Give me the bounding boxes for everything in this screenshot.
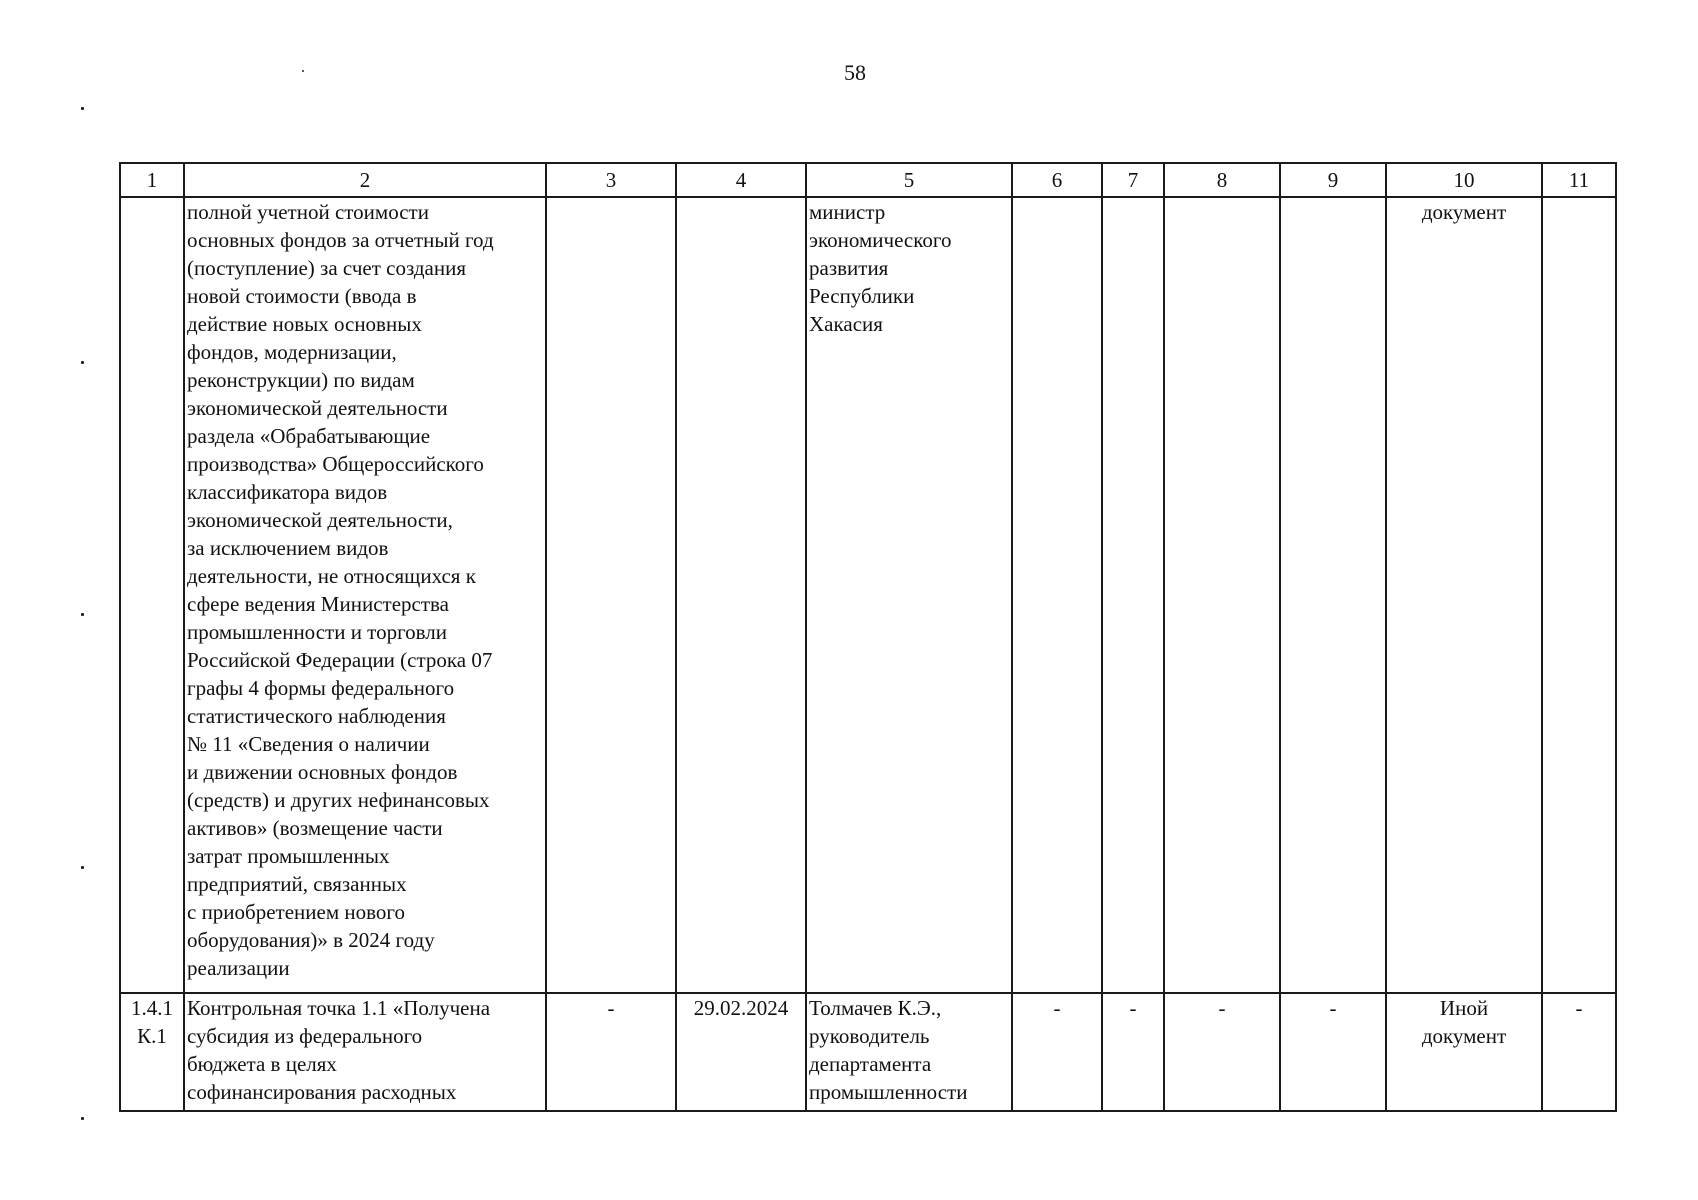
table-cell: - [1329, 996, 1337, 1020]
scan-artifact-dot [81, 107, 84, 110]
scan-artifact-dot [81, 866, 84, 869]
column-header: 11 [1542, 163, 1616, 197]
table-cell: Иной документ [1421, 996, 1507, 1048]
table-cell: документ [1421, 200, 1507, 224]
column-header: 1 [120, 163, 184, 197]
document-table [119, 162, 1617, 1112]
column-header: 8 [1164, 163, 1280, 197]
column-header: 5 [806, 163, 1012, 197]
table-row [120, 993, 1616, 1111]
table-cell: - [1218, 996, 1226, 1020]
page-number: 58 [844, 60, 866, 85]
column-header: 3 [546, 163, 676, 197]
column-header: 7 [1102, 163, 1164, 197]
table-header-row [120, 163, 1616, 197]
column-header: 4 [676, 163, 806, 197]
table-cell: Контрольная точка 1.1 «Получена субсидия из федерального бюджета в целях софинансирования расходных [187, 996, 491, 1104]
table-cell: полной учетной стоимости основных фондов за отчетный год (поступление) за счет создания новой стоимости (ввода в действие новых основных фондов, модернизации, реконструкции) по видам экономической деятельности раздела «Обрабатывающие производства» Общероссийского классификатора видов экономической деятельности, за исключением видов деятельности, не относящихся к сфере ведения Министерства промышленности и торговли Российской Федерации (строка 07 графы 4 формы федерального статистического наблюдения № 11 «Сведения о наличии и движении основных фондов (средств) и других нефинансовых активов» (возмещение части затрат промышленных предприятий, связанных с приобретением нового оборудования)» в 2024 году реализации [187, 200, 494, 980]
scan-artifact-dot [81, 1117, 84, 1120]
table-cell: 29.02.2024 [693, 996, 789, 1020]
table-cell: министр экономического развития Республики Хакасия [809, 200, 952, 336]
column-header: 10 [1386, 163, 1542, 197]
table-cell: Толмачев К.Э., руководитель департамента промышленности [809, 996, 968, 1104]
table-cell: - [1129, 996, 1137, 1020]
column-header: 6 [1012, 163, 1102, 197]
column-header: 9 [1280, 163, 1386, 197]
scan-artifact-dot [302, 70, 304, 72]
table-cell: - [1575, 996, 1583, 1020]
scan-artifact-dot [81, 613, 84, 616]
scan-artifact-dot [81, 361, 84, 364]
table-row [120, 197, 1616, 993]
table-cell: 1.4.1 К.1 [131, 996, 173, 1048]
table-cell: - [1053, 996, 1061, 1020]
table-cell: - [607, 996, 615, 1020]
column-header: 2 [184, 163, 546, 197]
